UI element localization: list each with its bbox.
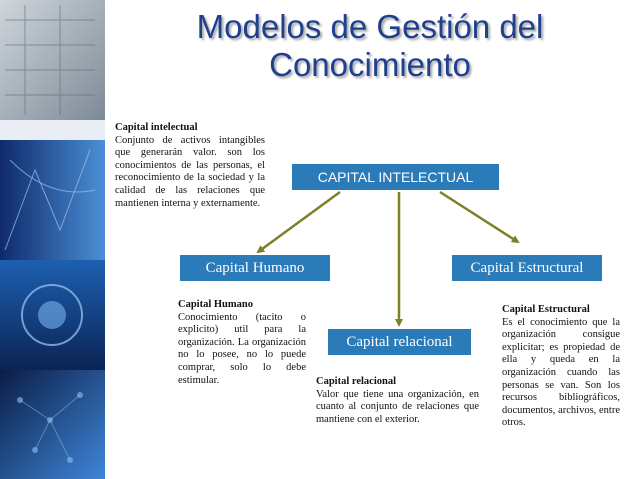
description-estructural-heading: Capital Estructural [502, 304, 590, 315]
node-capital-intelectual: CAPITAL INTELECTUAL [292, 164, 499, 190]
title-line-2: Conocimiento [269, 46, 471, 83]
arrow-to-humano [258, 192, 340, 252]
description-estructural [502, 304, 620, 430]
description-relacional [316, 376, 479, 426]
description-relacional-heading: Capital relacional [316, 376, 397, 387]
description-intelectual [115, 122, 265, 210]
node-capital-estructural: Capital Estructural [452, 255, 602, 281]
description-intelectual-heading: Capital intelectual [115, 122, 198, 133]
description-intelectual-body: Conjunto de activos intangibles que generarán valor. son los conocimientos de las personas, el reconocimiento de la sociedad y la calidad de las relaciones que mantienen interna y externamente. [115, 134, 265, 209]
description-humano [178, 299, 306, 387]
description-relacional-body: Valor que tiene una organización, en cuanto al conjunto de relaciones que mantiene con el exterior. [316, 388, 479, 425]
description-humano-body: Conocimiento (tacito o explicito) util para la organización. La organización no lo posee, no lo puede comprar, solo lo debe estimular. [178, 311, 306, 386]
node-capital-relacional: Capital relacional [328, 329, 471, 355]
arrow-to-estructural [440, 192, 518, 242]
node-capital-humano: Capital Humano [180, 255, 330, 281]
title-line-1: Modelos de Gestión del [196, 8, 544, 45]
description-estructural-body: Es el conocimiento que la organización consigue explicitar; es propiedad de ella y queda en la organización cuando las personas se van. Son los recursos bibliográficos, documentos, archivos, entre otros. [502, 316, 620, 429]
description-humano-heading: Capital Humano [178, 299, 253, 310]
